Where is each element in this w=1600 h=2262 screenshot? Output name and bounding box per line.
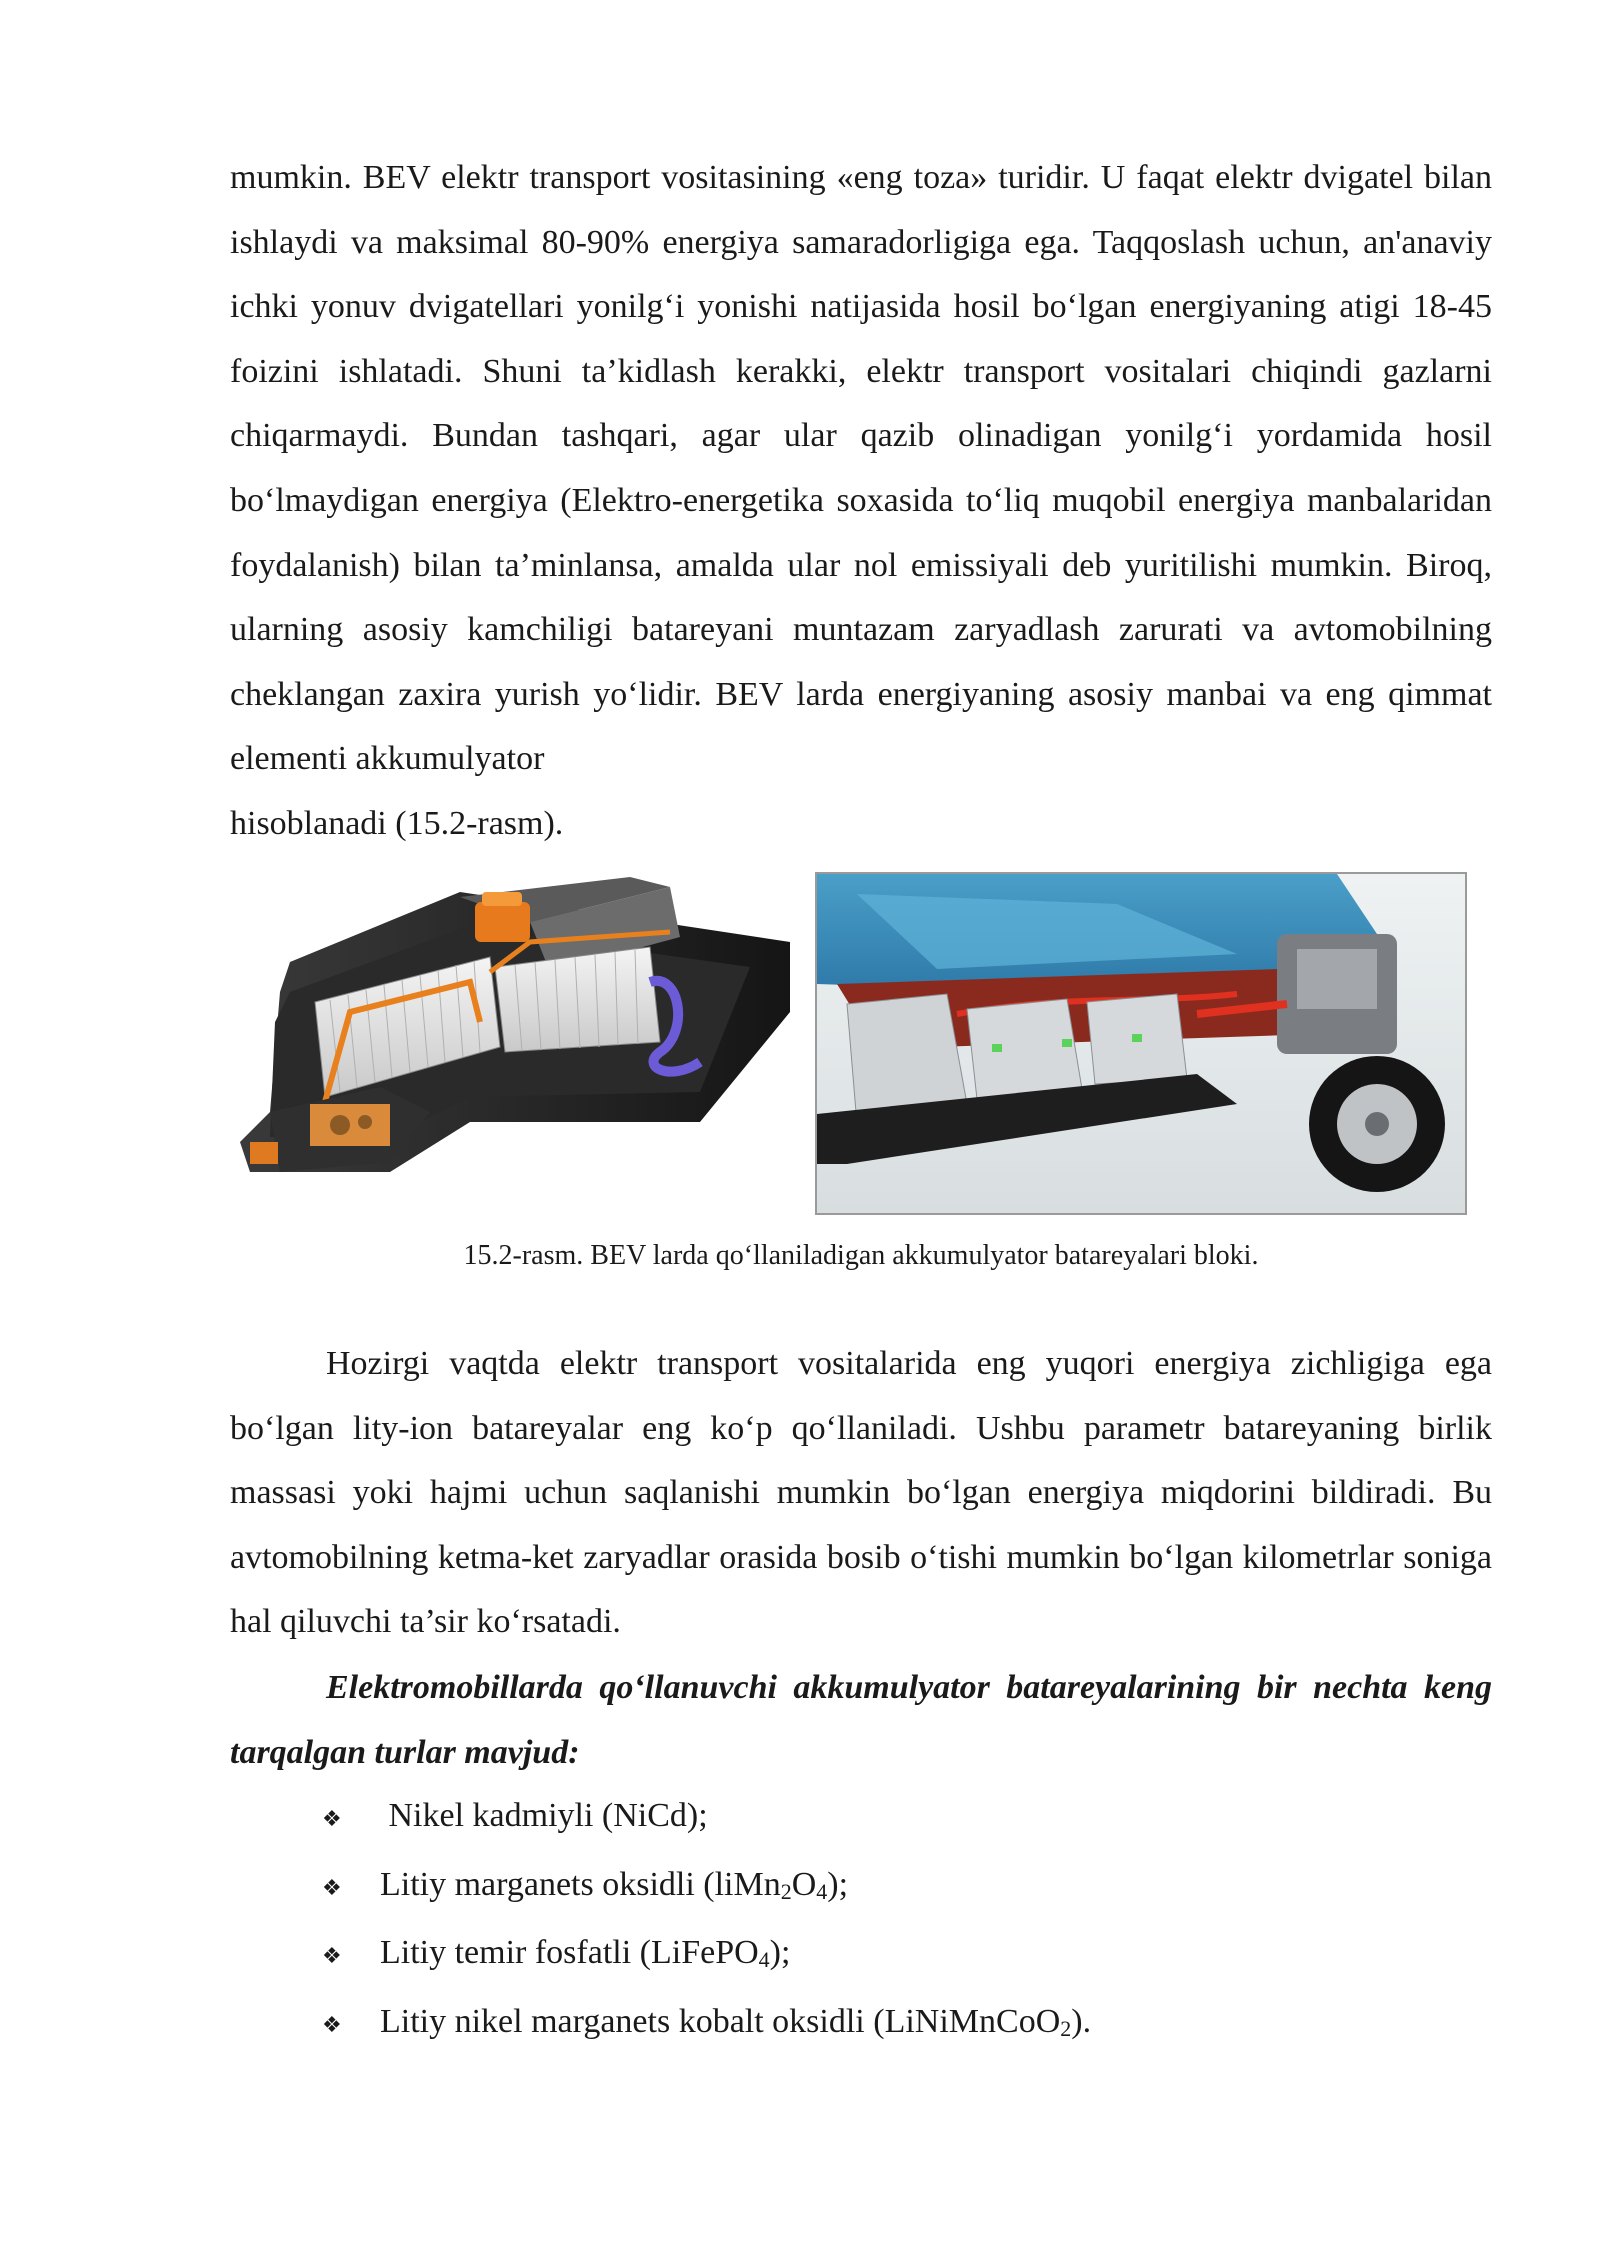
paragraph-lithium-ion: Hozirgi vaqtda elektr transport vositalarida eng yuqori energiya zichligiga ega bo‘lgan lity-ion batareyalar eng ko‘p qo‘llaniladi. Ushbu parametr batareyaning birlik massasi yoki hajmi uchun saqlanishi mumkin bo‘lgan energiya miqdorini bildiradi. Bu avtomobilning ketma-ket zaryadlar orasida bosib o‘tishi mumkin bo‘lgan kilometrlar soniga hal qiluvchi ta’sir ko‘rsatadi. (230, 1345, 1492, 1641)
list-item: ❖ Litiy temir fosfatli (LiFePO$_4$); (322, 1921, 1422, 1990)
battery-types-list (322, 1784, 1422, 2058)
list-item: ❖ Litiy nikel marganets kobalt oksidli (LiNiMnCoO$_2$). (322, 1990, 1422, 2059)
diamond-bullet-icon: ❖ (322, 1807, 342, 1832)
battery-pack-image (230, 872, 808, 1217)
list-item: ❖ Litiy marganets oksidli $(liMn_2O_4)$; (322, 1853, 1422, 1922)
diamond-bullet-icon: ❖ (322, 2012, 342, 2038)
paragraph-end-line: hisoblanadi (15.2-rasm). (230, 804, 564, 842)
diamond-bullet-icon: ❖ (322, 1875, 342, 1901)
paragraph-battery-types-heading: Elektromobillarda qo‘llanuvchi akkumulyator batareyalarining bir nechta keng tarqalgan turlar mavjud: (230, 1669, 1492, 1771)
figure-battery-images (230, 872, 1492, 1217)
list-item: ❖ Nikel kadmiyli (NiCd); (322, 1784, 1422, 1853)
figure-caption: 15.2-rasm. BEV larda qo‘llaniladigan akkumulyator batareyalari bloki. (463, 1240, 1259, 1271)
vehicle-chassis-image (815, 872, 1467, 1215)
paragraph-bev-description: mumkin. BEV elektr transport vositasining «eng toza» turidir. U faqat elektr dvigatel bilan ishlaydi va maksimal 80-90% energiya samaradorligiga ega. Taqqoslash uchun, an'anaviy ichki yonuv dvigatellari yonilg‘i yonishi natijasida hosil bo‘lgan energiyaning atigi 18-45 foizini ishlatadi. Shuni ta’kidlash kerakki, elektr transport vositalari chiqindi gazlarni chiqarmaydi. Bundan tashqari, agar ular qazib olinadigan yonilg‘i yordamida hosil bo‘lmaydigan energiya (Elektro-energetika soxasida to‘liq muqobil energiya manbalaridan foydalanish) bilan ta’minlansa, amalda ular nol emissiyali deb yuritilishi mumkin. Biroq, ularning asosiy kamchiligi batareyani muntazam zaryadlash zarurati va avtomobilning cheklangan zaxira yurish yo‘lidir. BEV larda energiyaning asosiy manbai va eng qimmat elementi akkumulyator hisoblanadi (15.2-rasm). (230, 146, 1492, 857)
diamond-bullet-icon: ❖ (322, 1944, 342, 1970)
